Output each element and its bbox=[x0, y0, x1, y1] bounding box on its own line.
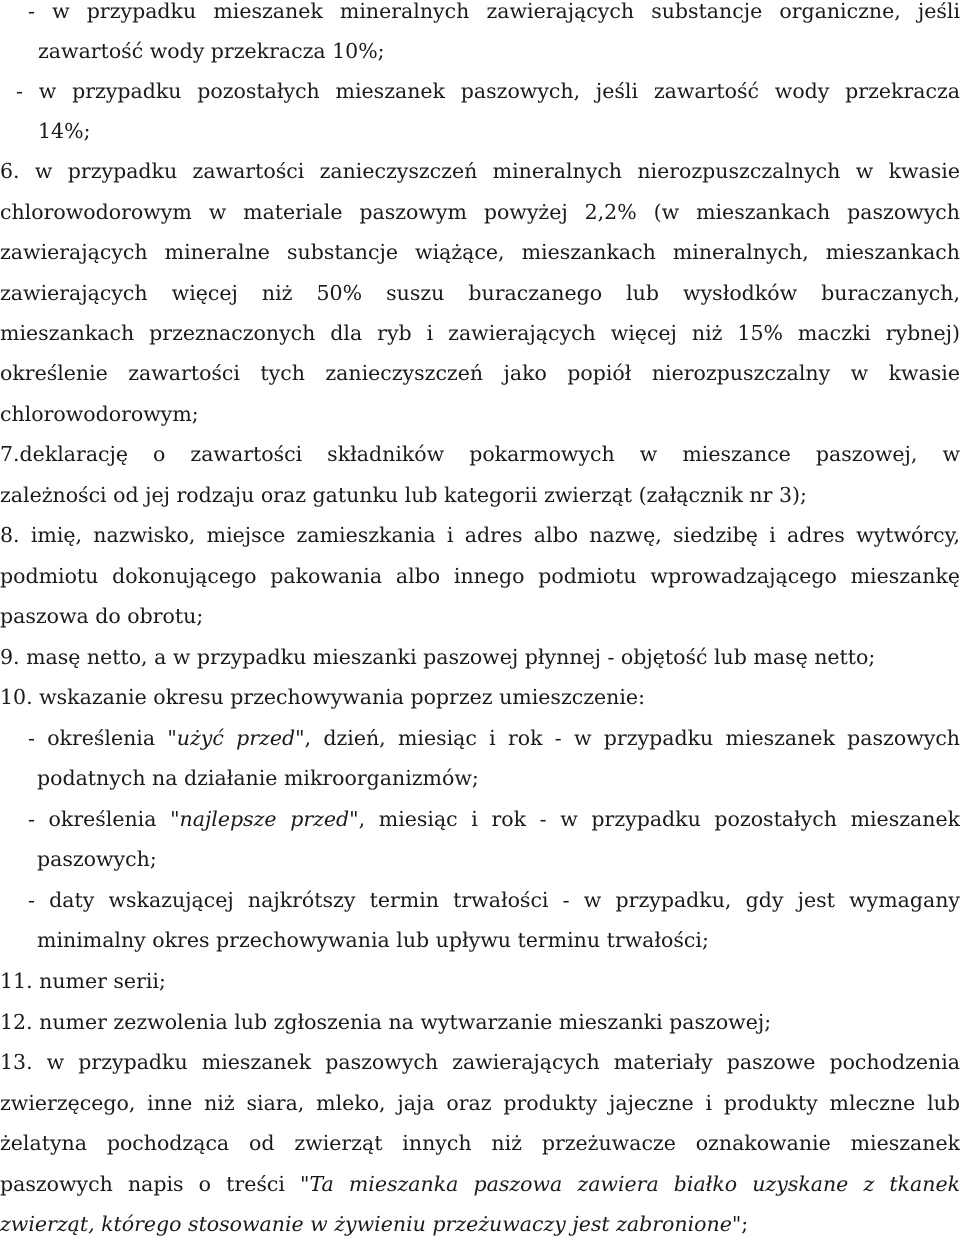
text-line: 14%; bbox=[38, 119, 91, 143]
text-line bbox=[0, 1169, 960, 1199]
text-line: zawierających mineralne substancje wiążące, mieszankach mineralnych, mieszankach bbox=[0, 240, 960, 264]
text-line: chlorowodorowym; bbox=[0, 402, 199, 426]
text-segment: ", dzień, miesiąc i rok - w przypadku mieszanek paszowych bbox=[295, 726, 960, 750]
text-line: 8. imię, nazwisko, miejsce zamieszkania i adres albo nazwę, siedzibę i adres wytwórcy, bbox=[0, 523, 960, 547]
text-segment: - określenia " bbox=[28, 726, 177, 750]
text-line: 7.deklarację o zawartości składników pokarmowych w mieszance paszowej, w bbox=[0, 442, 960, 466]
text-segment: ", miesiąc i rok - w przypadku pozostałych mieszanek bbox=[349, 807, 960, 831]
text-line: chlorowodorowym w materiale paszowym powyżej 2,2% (w mieszankach paszowych bbox=[0, 200, 960, 224]
text-line: - daty wskazującej najkrótszy termin trwałości - w przypadku, gdy jest wymagany bbox=[28, 888, 960, 912]
text-line: 12. numer zezwolenia lub zgłoszenia na wytwarzanie mieszanki paszowej; bbox=[0, 1010, 772, 1034]
text-line: - w przypadku pozostałych mieszanek paszowych, jeśli zawartość wody przekracza bbox=[16, 79, 960, 103]
text-line: podatnych na działanie mikroorganizmów; bbox=[37, 766, 479, 790]
text-line: zwierzęcego, inne niż siara, mleko, jaja oraz produkty jajeczne i produkty mleczne lub bbox=[0, 1091, 960, 1115]
text-segment: "; bbox=[731, 1212, 749, 1236]
text-line: podmiotu dokonującego pakowania albo innego podmiotu wprowadzającego mieszankę bbox=[0, 564, 960, 588]
text-line: zawierających więcej niż 50% suszu buraczanego lub wysłodków buraczanych, bbox=[0, 281, 960, 305]
italic-quote: Ta mieszanka paszowa zawiera białko uzyskane z tkanek bbox=[309, 1172, 960, 1196]
text-line: 13. w przypadku mieszanek paszowych zawierających materiały paszowe pochodzenia bbox=[0, 1050, 960, 1074]
text-line bbox=[28, 804, 960, 834]
italic-term: najlepsze przed bbox=[179, 807, 350, 831]
italic-term: użyć przed bbox=[176, 726, 296, 750]
text-line: 11. numer serii; bbox=[0, 969, 166, 993]
text-line: żelatyna pochodząca od zwierząt innych niż przeżuwacze oznakowanie mieszanek bbox=[0, 1131, 960, 1155]
text-line: mieszankach przeznaczonych dla ryb i zawierających więcej niż 15% maczki rybnej) bbox=[0, 321, 960, 345]
text-line: zależności od jej rodzaju oraz gatunku lub kategorii zwierząt (załącznik nr 3); bbox=[0, 483, 807, 507]
text-line bbox=[0, 1209, 960, 1239]
text-line: określenie zawartości tych zanieczyszczeń jako popiół nierozpuszczalny w kwasie bbox=[0, 361, 960, 385]
text-line: 9. masę netto, a w przypadku mieszanki paszowej płynnej - objętość lub masę netto; bbox=[0, 645, 876, 669]
text-line: paszowych; bbox=[37, 847, 157, 871]
italic-quote: zwierząt, którego stosowanie w żywieniu przeżuwaczy jest zabronione bbox=[0, 1212, 732, 1236]
text-line: - w przypadku mieszanek mineralnych zawierających substancje organiczne, jeśli bbox=[28, 0, 960, 23]
text-segment: - określenia " bbox=[28, 807, 180, 831]
text-line bbox=[28, 723, 960, 753]
text-line: 10. wskazanie okresu przechowywania poprzez umieszczenie: bbox=[0, 685, 645, 709]
text-line: zawartość wody przekracza 10%; bbox=[38, 39, 385, 63]
text-line: paszowa do obrotu; bbox=[0, 604, 204, 628]
text-line: minimalny okres przechowywania lub upływu terminu trwałości; bbox=[37, 928, 709, 952]
text-segment: paszowych napis o treści " bbox=[0, 1172, 310, 1196]
text-line: 6. w przypadku zawartości zanieczyszczeń mineralnych nierozpuszczalnych w kwasie bbox=[0, 159, 960, 183]
